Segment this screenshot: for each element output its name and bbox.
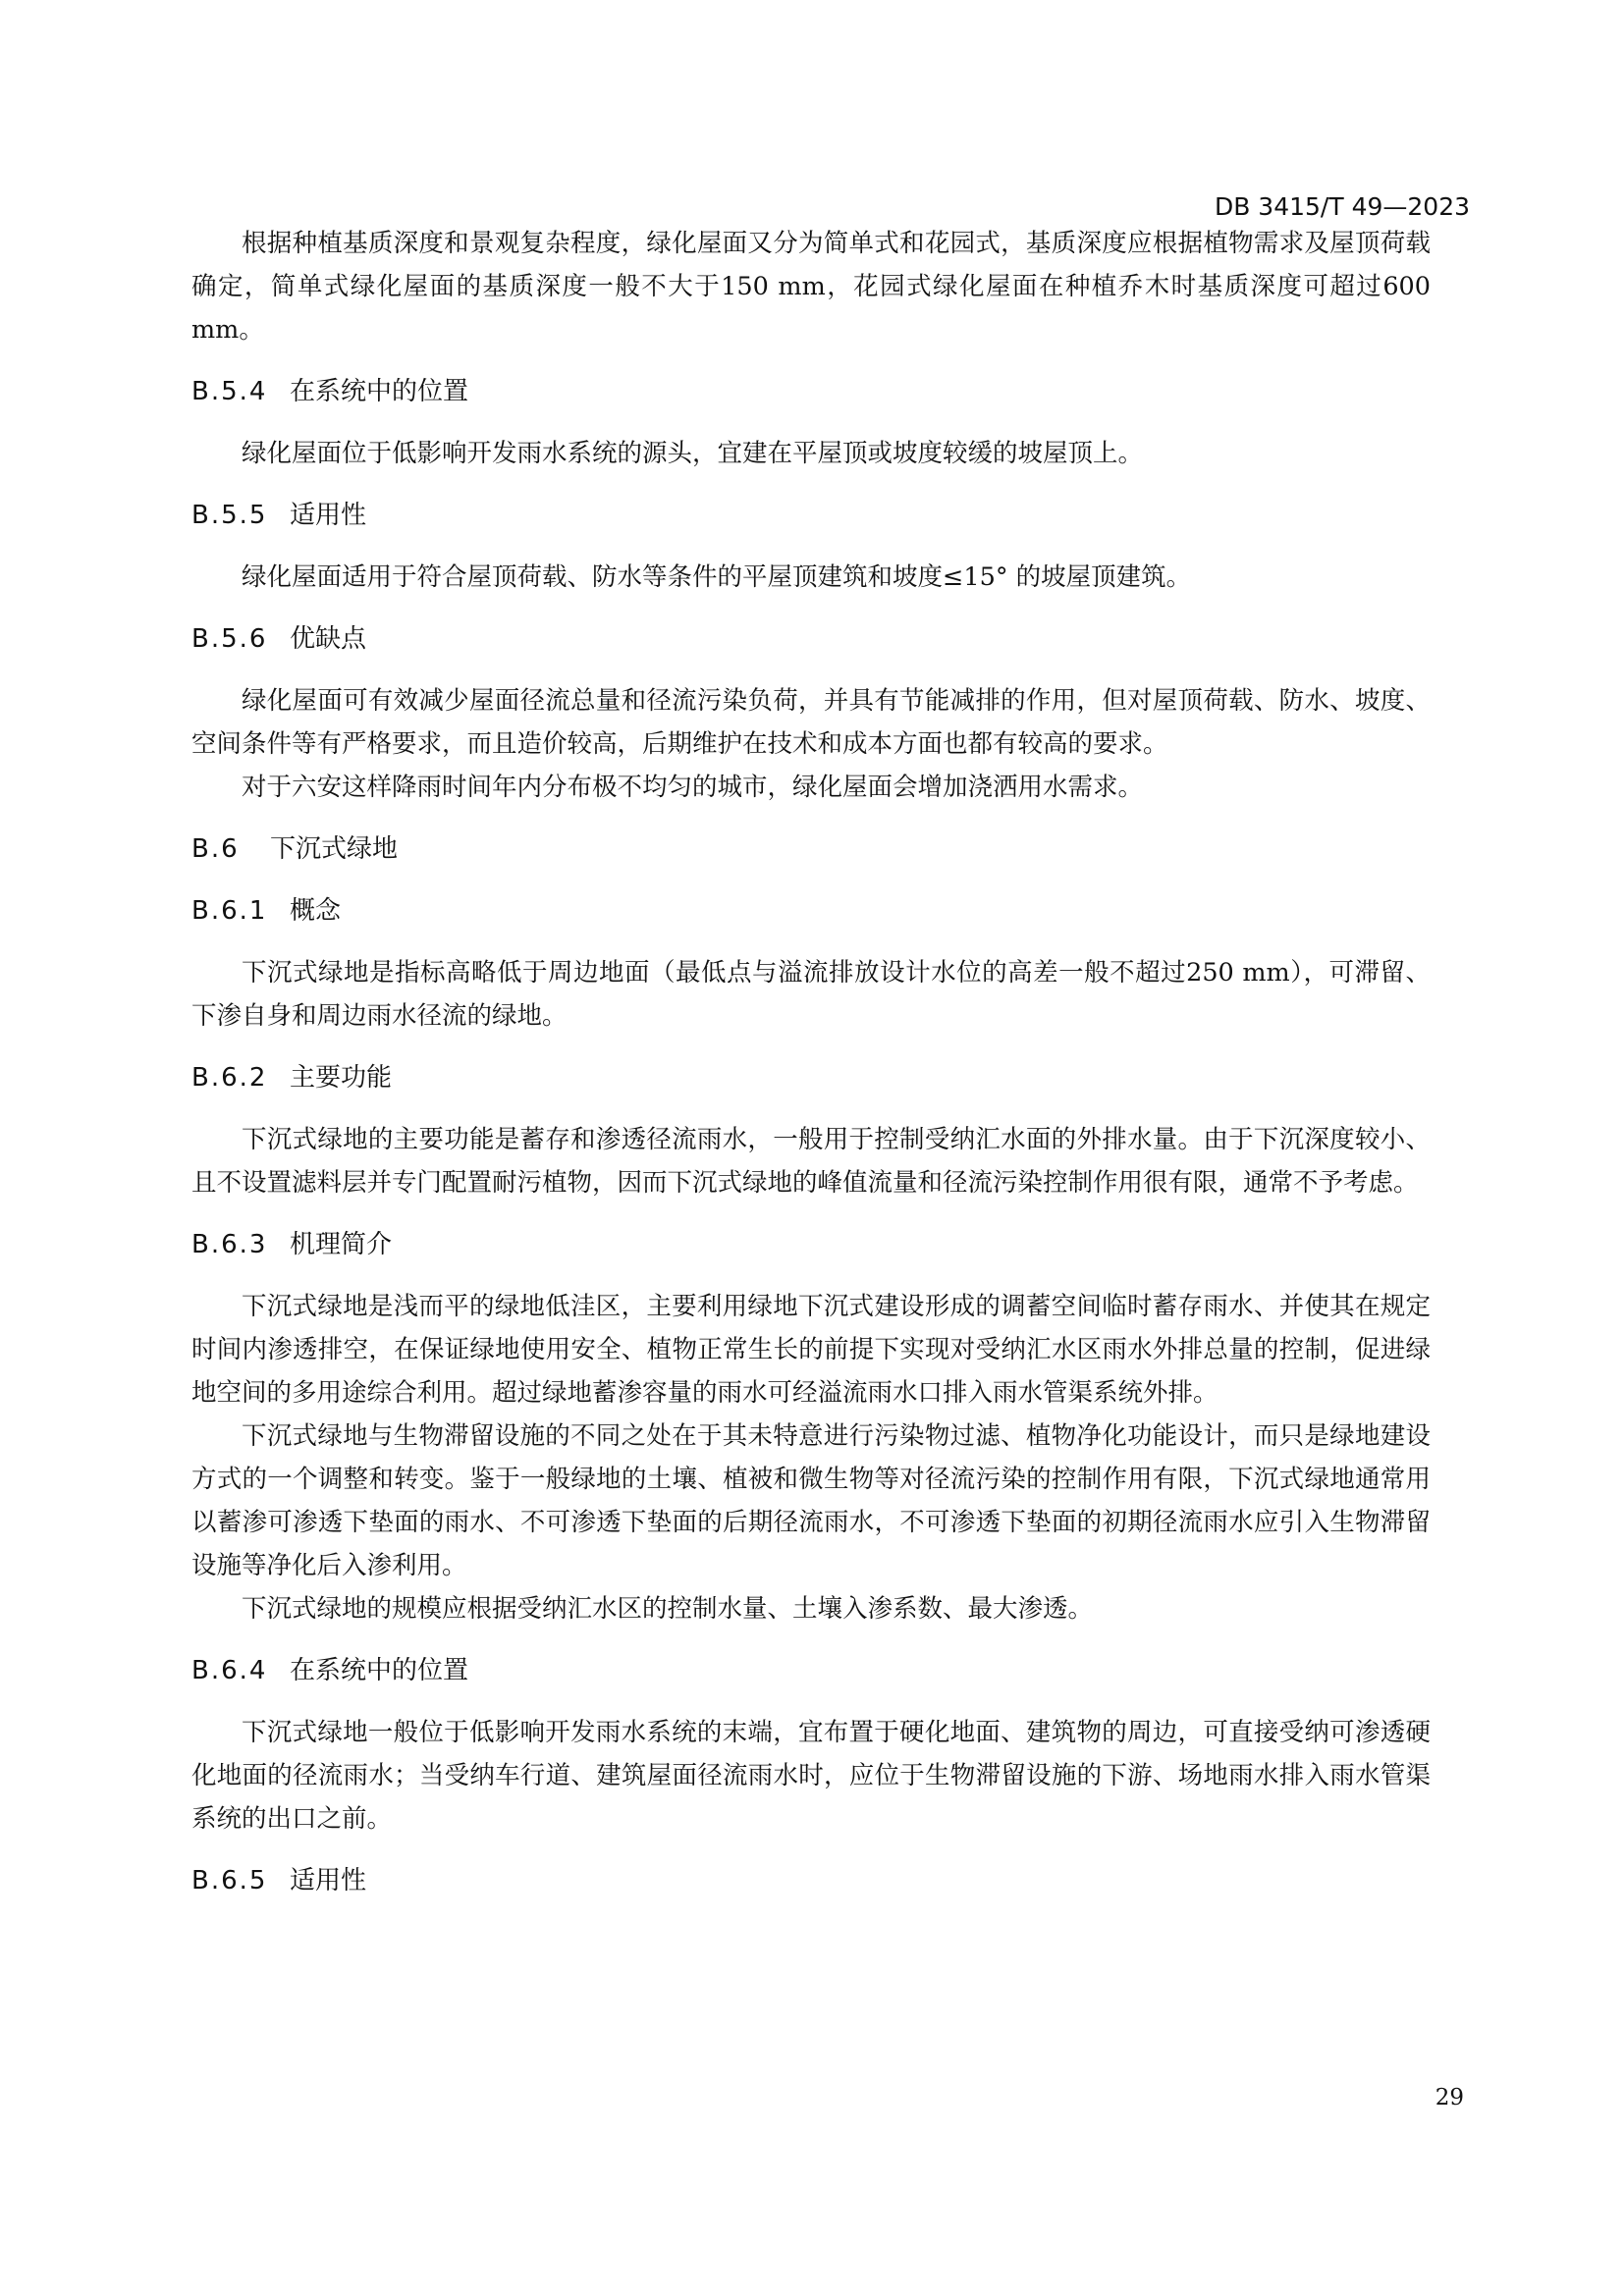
section-number: B.5.5: [191, 501, 268, 530]
section-title: 适用性: [290, 501, 367, 530]
document-code: DB 3415/T 49—2023: [1214, 192, 1470, 221]
section-number: B.6.3: [191, 1230, 268, 1259]
section-heading: [191, 617, 1431, 661]
section-number: B.6.4: [191, 1656, 268, 1685]
section-number: B.6.5: [191, 1866, 268, 1896]
section-title: 下沉式绿地: [270, 834, 399, 864]
section-number: B.6.2: [191, 1063, 268, 1093]
section-title: 在系统中的位置: [290, 377, 469, 406]
section-heading: [191, 370, 1431, 413]
paragraph: 下沉式绿地是指标高略低于周边地面（最低点与溢流排放设计水位的高差一般不超过250 mm），可滞留、下渗自身和周边雨水径流的绿地。: [191, 958, 1431, 1031]
section-title: 概念: [290, 896, 342, 926]
paragraph: 下沉式绿地的规模应根据受纳汇水区的控制水量、土壤入渗系数、最大渗透。: [242, 1594, 1094, 1624]
paragraph: 绿化屋面位于低影响开发雨水系统的源头，宜建在平屋顶或坡度较缓的坡屋顶上。: [242, 439, 1144, 468]
paragraph: 对于六安这样降雨时间年内分布极不均匀的城市，绿化屋面会增加浇洒用水需求。: [242, 773, 1144, 802]
section-heading: [191, 828, 1431, 871]
document-body: [191, 222, 1431, 1902]
paragraph: 下沉式绿地是浅而平的绿地低洼区，主要利用绿地下沉式建设形成的调蓄空间临时蓄存雨水、并使其在规定时间内渗透排空，在保证绿地使用安全、植物正常生长的前提下实现对受纳汇水区雨水外排总量的控制，促进绿地空间的多用途综合利用。超过绿地蓄渗容量的雨水可经溢流雨水口排入雨水管渠系统外排。: [191, 1292, 1431, 1408]
paragraph: 根据种植基质深度和景观复杂程度，绿化屋面又分为简单式和花园式，基质深度应根据植物需求及屋顶荷载确定，简单式绿化屋面的基质深度一般不大于150 mm，花园式绿化屋面在种植乔木时基质深度可超过600 mm。: [191, 229, 1431, 345]
section-heading: [191, 1859, 1431, 1902]
page-number: 29: [1435, 2085, 1464, 2110]
section-heading: [191, 1223, 1431, 1266]
section-number: B.6.1: [191, 896, 268, 926]
section-number: B.6: [191, 834, 240, 864]
section-title: 主要功能: [290, 1063, 393, 1093]
paragraph: 下沉式绿地一般位于低影响开发雨水系统的末端，宜布置于硬化地面、建筑物的周边，可直接受纳可渗透硬化地面的径流雨水；当受纳车行道、建筑屋面径流雨水时，应位于生物滞留设施的下游、场地雨水排入雨水管渠系统的出口之前。: [191, 1718, 1431, 1834]
section-title: 在系统中的位置: [290, 1656, 469, 1685]
section-title: 机理简介: [290, 1230, 393, 1259]
section-heading: [191, 1056, 1431, 1099]
section-heading: [191, 494, 1431, 537]
section-title: 适用性: [290, 1866, 367, 1896]
section-title: 优缺点: [290, 624, 367, 654]
section-number: B.5.6: [191, 624, 268, 654]
section-heading: [191, 1649, 1431, 1692]
paragraph: 下沉式绿地与生物滞留设施的不同之处在于其未特意进行污染物过滤、植物净化功能设计，而只是绿地建设方式的一个调整和转变。鉴于一般绿地的土壤、植被和微生物等对径流污染的控制作用有限，下沉式绿地通常用以蓄渗可渗透下垫面的雨水、不可渗透下垫面的后期径流雨水，不可渗透下垫面的初期径流雨水应引入生物滞留设施等净化后入渗利用。: [191, 1421, 1431, 1580]
paragraph: 下沉式绿地的主要功能是蓄存和渗透径流雨水，一般用于控制受纳汇水面的外排水量。由于下沉深度较小、且不设置滤料层并专门配置耐污植物，因而下沉式绿地的峰值流量和径流污染控制作用很有限，通常不予考虑。: [191, 1125, 1431, 1198]
section-number: B.5.4: [191, 377, 268, 406]
paragraph: 绿化屋面适用于符合屋顶荷载、防水等条件的平屋顶建筑和坡度≤15° 的坡屋顶建筑。: [242, 562, 1192, 592]
section-heading: [191, 889, 1431, 933]
paragraph: 绿化屋面可有效减少屋面径流总量和径流污染负荷，并具有节能减排的作用，但对屋顶荷载、防水、坡度、空间条件等有严格要求，而且造价较高，后期维护在技术和成本方面也都有较高的要求。: [191, 686, 1431, 759]
